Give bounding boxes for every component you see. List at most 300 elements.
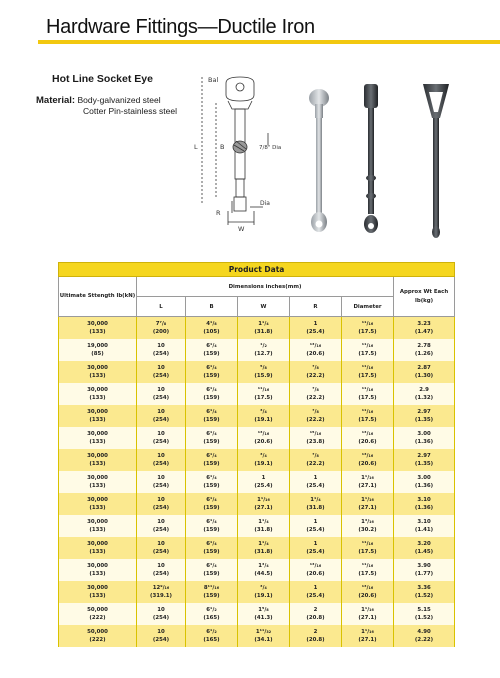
table-cell: [59, 471, 137, 493]
table-row: [59, 581, 455, 603]
socket-eye-drawing: [188, 75, 288, 235]
table-cell: [137, 625, 186, 647]
cell-metric-value: (20.6): [306, 571, 325, 577]
cell-value: 30,000: [87, 563, 108, 569]
cell-metric-value: (20.8): [306, 637, 325, 643]
cell-metric-value: (23.8): [306, 439, 325, 445]
table-cell: [342, 493, 394, 515]
table-cell: [186, 317, 238, 340]
table-cell: [238, 361, 290, 383]
table-cell: [238, 559, 290, 581]
cell-metric-value: (133): [89, 571, 106, 577]
table-cell: [238, 603, 290, 625]
table-cell: [238, 405, 290, 427]
table-cell: [238, 449, 290, 471]
table-cell: [186, 559, 238, 581]
cell-value: 1¹/₁₆: [257, 497, 270, 503]
table-cell: [290, 427, 342, 449]
col-header-r: R: [290, 297, 342, 317]
cell-value: 1: [313, 585, 318, 591]
cell-metric-value: (133): [89, 505, 106, 511]
cell-metric-value: (1.30): [414, 373, 434, 379]
table-cell: [59, 581, 137, 603]
table-row: [59, 383, 455, 405]
table-cell: [137, 317, 186, 340]
cell-metric-value: (25.4): [306, 549, 325, 555]
table-body: [59, 317, 455, 648]
cell-metric-value: (22.2): [306, 373, 325, 379]
table-cell: [137, 581, 186, 603]
cell-value: ⁷/₈: [312, 453, 319, 459]
table-cell: [137, 559, 186, 581]
cell-metric-value: (22.2): [306, 461, 325, 467]
cell-metric-value: (17.5): [358, 417, 377, 423]
table-cell: [290, 603, 342, 625]
cell-metric-value: (30.2): [358, 527, 377, 533]
table-cell: [238, 625, 290, 647]
table-cell: [238, 471, 290, 493]
table-cell: [394, 427, 455, 449]
cell-metric-value: (254): [152, 461, 170, 467]
cell-metric-value: (20.6): [254, 439, 273, 445]
label-w: W: [238, 225, 245, 233]
cell-metric-value: (1.26): [414, 351, 434, 357]
cell-value: 10: [157, 431, 165, 437]
cell-value: 3.10: [417, 497, 431, 503]
cell-metric-value: (22.2): [306, 417, 325, 423]
cell-metric-value: (159): [203, 461, 220, 467]
cell-value: ¹³/₁₆: [309, 563, 322, 569]
cell-metric-value: (17.5): [254, 395, 273, 401]
table-cell: [290, 581, 342, 603]
cell-metric-value: (25.4): [306, 483, 325, 489]
cell-value: ⁷/₈: [312, 409, 319, 415]
cell-value: 4¹/₈: [206, 321, 217, 327]
cell-value: 1¹/₄: [258, 541, 269, 547]
photo-galvanized-socket-eye: [309, 89, 329, 232]
cell-metric-value: (133): [89, 483, 106, 489]
cell-metric-value: (165): [203, 637, 220, 643]
cell-value: 10: [157, 497, 165, 503]
cell-value: 2.78: [417, 343, 431, 349]
cell-value: 50,000: [87, 607, 108, 613]
table-cell: [342, 559, 394, 581]
table-cell: [137, 471, 186, 493]
cell-metric-value: (159): [203, 593, 220, 599]
cell-metric-value: (200): [152, 329, 170, 335]
table-cell: [186, 603, 238, 625]
table-cell: [342, 471, 394, 493]
cell-metric-value: (19.1): [254, 593, 273, 599]
table-cell: [342, 449, 394, 471]
cell-value: 6¹/₄: [206, 563, 217, 569]
cell-value: 2: [313, 629, 318, 635]
table-cell: [137, 603, 186, 625]
col-header-l: L: [137, 297, 186, 317]
cell-metric-value: (27.1): [358, 615, 377, 621]
cell-metric-value: (31.8): [254, 527, 273, 533]
cell-metric-value: (159): [203, 439, 220, 445]
cell-value: 1³/₄: [258, 563, 269, 569]
cell-value: 12⁹/₁₆: [152, 585, 170, 591]
cell-value: 1¹/₁₆: [361, 607, 374, 613]
cell-metric-value: (31.8): [306, 505, 325, 511]
table-cell: [290, 537, 342, 559]
table-cell: [290, 625, 342, 647]
table-cell: [290, 405, 342, 427]
cell-value: 1¹/₁₆: [361, 629, 374, 635]
table-cell: [290, 317, 342, 340]
cell-value: 1¹/₄: [310, 497, 321, 503]
table-cell: [394, 559, 455, 581]
table-row: [59, 339, 455, 361]
table-cell: [238, 581, 290, 603]
cell-value: ¹¹/₁₆: [361, 321, 374, 327]
table-cell: [59, 559, 137, 581]
cell-metric-value: (254): [152, 571, 170, 577]
cell-metric-value: (1.45): [414, 549, 434, 555]
table-cell: [290, 471, 342, 493]
table-cell: [238, 339, 290, 361]
cell-value: 10: [157, 607, 165, 613]
cell-metric-value: (159): [203, 417, 220, 423]
cell-value: 6¹/₂: [206, 607, 217, 613]
cell-value: 10: [157, 519, 165, 525]
cell-metric-value: (159): [203, 549, 220, 555]
table-cell: [342, 339, 394, 361]
cell-metric-value: (20.6): [358, 593, 377, 599]
cell-metric-value: (133): [89, 549, 106, 555]
table-row: [59, 471, 455, 493]
cell-metric-value: (20.6): [306, 351, 325, 357]
table-cell: [394, 603, 455, 625]
cell-value: 6¹/₄: [206, 519, 217, 525]
cell-metric-value: (133): [89, 417, 106, 423]
table-cell: [290, 383, 342, 405]
cell-value: 6¹/₄: [206, 409, 217, 415]
table-row: [59, 515, 455, 537]
cell-metric-value: (1.32): [414, 395, 434, 401]
table-cell: [186, 361, 238, 383]
cell-metric-value: (254): [152, 505, 170, 511]
product-photos: [295, 78, 460, 248]
cell-value: 4.90: [417, 629, 431, 635]
cell-value: 10: [157, 629, 165, 635]
table-cell: [342, 515, 394, 537]
table-cell: [186, 537, 238, 559]
cell-metric-value: (17.5): [358, 549, 377, 555]
cell-metric-value: (17.5): [358, 571, 377, 577]
cell-metric-value: (85): [91, 351, 104, 357]
cell-metric-value: (222): [89, 637, 106, 643]
cell-metric-value: (25.4): [306, 527, 325, 533]
cell-metric-value: (31.8): [254, 549, 273, 555]
cell-metric-value: (159): [203, 483, 220, 489]
cell-value: 3.00: [417, 475, 431, 481]
table-cell: [186, 449, 238, 471]
cell-metric-value: (17.5): [358, 329, 377, 335]
cell-value: ³/₄: [260, 409, 267, 415]
cell-value: 6¹/₄: [206, 497, 217, 503]
table-cell: [342, 317, 394, 340]
table-cell: [238, 537, 290, 559]
table-cell: [342, 361, 394, 383]
cell-metric-value: (41.3): [254, 615, 273, 621]
cell-metric-value: (20.6): [358, 461, 377, 467]
cell-value: 30,000: [87, 365, 108, 371]
cell-metric-value: (27.1): [358, 505, 377, 511]
table-cell: [290, 361, 342, 383]
table-cell: [186, 515, 238, 537]
table-cell: [186, 471, 238, 493]
table-cell: [342, 603, 394, 625]
cell-metric-value: (133): [89, 527, 106, 533]
table-row: [59, 625, 455, 647]
cell-metric-value: (19.1): [254, 417, 273, 423]
table-cell: [342, 537, 394, 559]
cell-value: 10: [157, 541, 165, 547]
table-cell: [342, 405, 394, 427]
table-cell: [238, 427, 290, 449]
cell-value: ¹¹/₁₆: [361, 343, 374, 349]
table-cell: [394, 361, 455, 383]
table-cell: [137, 515, 186, 537]
table-cell: [394, 493, 455, 515]
cell-value: 2: [313, 607, 318, 613]
table-cell: [186, 405, 238, 427]
table-cell: [238, 515, 290, 537]
cell-value: 1: [313, 519, 318, 525]
cell-value: ¹³/₁₆: [257, 431, 270, 437]
table-cell: [59, 537, 137, 559]
cell-value: 30,000: [87, 585, 108, 591]
table-cell: [186, 625, 238, 647]
cell-metric-value: (1.41): [414, 527, 434, 533]
cell-metric-value: (133): [89, 461, 106, 467]
cell-value: ¹¹/₁₆: [361, 409, 374, 415]
photo-clevis-socket-eye: [364, 84, 378, 233]
cell-value: 10: [157, 343, 165, 349]
cell-value: 3.36: [417, 585, 431, 591]
cell-metric-value: (159): [203, 505, 220, 511]
table-cell: [59, 383, 137, 405]
cell-value: 10: [157, 475, 165, 481]
cell-metric-value: (159): [203, 395, 220, 401]
cell-value: 30,000: [87, 431, 108, 437]
table-cell: [137, 339, 186, 361]
material-line-1: Body-galvanized steel: [77, 95, 161, 105]
cell-value: ¹⁵/₁₆: [309, 431, 322, 437]
table-cell: [290, 515, 342, 537]
cell-value: 1¹¹/₃₂: [255, 629, 272, 635]
table-cell: [186, 427, 238, 449]
col-header-diameter: Diameter: [342, 297, 394, 317]
cell-metric-value: (133): [89, 439, 106, 445]
table-cell: [59, 317, 137, 340]
table-cell: [59, 427, 137, 449]
cell-metric-value: (254): [152, 549, 170, 555]
cell-metric-value: (222): [89, 615, 106, 621]
cell-metric-value: (25.4): [306, 329, 325, 335]
cell-metric-value: (27.1): [254, 505, 273, 511]
photo-tongue-socket-eye: [423, 84, 449, 238]
cell-metric-value: (159): [203, 373, 220, 379]
table-cell: [59, 515, 137, 537]
cell-value: 3.23: [417, 321, 431, 327]
cell-metric-value: (17.5): [358, 351, 377, 357]
cell-metric-value: (254): [152, 637, 170, 643]
label-bal: Bal: [208, 76, 219, 84]
material-label: Material:: [36, 95, 76, 106]
cell-value: 30,000: [87, 387, 108, 393]
table-cell: [394, 515, 455, 537]
cell-value: 3.00: [417, 431, 431, 437]
cell-metric-value: (2.22): [414, 637, 434, 643]
cell-value: 6¹/₄: [206, 475, 217, 481]
table-row: [59, 427, 455, 449]
cell-value: ³/₄: [260, 585, 267, 591]
cell-metric-value: (254): [152, 351, 170, 357]
table-cell: [238, 383, 290, 405]
table-cell: [59, 405, 137, 427]
table-cell: [59, 493, 137, 515]
cell-metric-value: (15.9): [254, 373, 273, 379]
cell-metric-value: (254): [152, 439, 170, 445]
table-cell: [394, 581, 455, 603]
page-title: Hardware Fittings—Ductile Iron: [46, 16, 315, 38]
cell-metric-value: (254): [152, 417, 170, 423]
table-cell: [137, 361, 186, 383]
table-cell: [342, 427, 394, 449]
cell-metric-value: (17.5): [358, 395, 377, 401]
cell-metric-value: (254): [152, 527, 170, 533]
table-cell: [186, 493, 238, 515]
cell-value: 6¹/₄: [206, 365, 217, 371]
table-cell: [59, 339, 137, 361]
cell-metric-value: (105): [203, 329, 220, 335]
cell-metric-value: (1.52): [414, 593, 434, 599]
table-cell: [186, 581, 238, 603]
cell-value: 5.15: [417, 607, 431, 613]
table-cell: [59, 625, 137, 647]
table-caption: Product Data: [59, 263, 455, 277]
cell-value: 2.87: [417, 365, 431, 371]
table-cell: [394, 383, 455, 405]
cell-metric-value: (19.1): [254, 461, 273, 467]
col-header-strength: Ultimate Sttength lb(kN): [59, 277, 137, 317]
table-row: [59, 405, 455, 427]
cell-value: 30,000: [87, 453, 108, 459]
cell-metric-value: (12.7): [254, 351, 273, 357]
cell-value: ⁵/₈: [260, 365, 267, 371]
cell-value: 1⁵/₈: [258, 607, 269, 613]
table-cell: [137, 449, 186, 471]
cell-metric-value: (159): [203, 527, 220, 533]
cell-metric-value: (319.1): [150, 593, 172, 599]
cell-value: ⁷/₈: [312, 387, 319, 393]
table-row: [59, 317, 455, 340]
cell-value: ¹/₂: [260, 343, 267, 349]
cell-value: ¹¹/₁₆: [257, 387, 270, 393]
cell-value: 8¹¹/₁₆: [203, 585, 220, 591]
cell-value: ¹¹/₁₆: [361, 387, 374, 393]
table-row: [59, 559, 455, 581]
cell-value: 10: [157, 409, 165, 415]
cell-metric-value: (133): [89, 373, 106, 379]
cell-metric-value: (1.36): [414, 483, 434, 489]
cell-value: 6¹/₄: [206, 541, 217, 547]
cell-value: ¹³/₁₆: [361, 585, 374, 591]
table-cell: [394, 317, 455, 340]
cell-value: 1: [261, 475, 266, 481]
table-row: [59, 449, 455, 471]
cell-value: 6¹/₄: [206, 343, 217, 349]
table-cell: [59, 449, 137, 471]
cell-metric-value: (27.1): [358, 483, 377, 489]
label-l: L: [194, 143, 198, 151]
cell-metric-value: (133): [89, 593, 106, 599]
cell-value: 30,000: [87, 541, 108, 547]
cell-metric-value: (20.8): [306, 615, 325, 621]
table-cell: [137, 405, 186, 427]
cell-value: 19,000: [87, 343, 108, 349]
col-header-b: B: [186, 297, 238, 317]
cell-metric-value: (17.5): [358, 373, 377, 379]
cell-value: 30,000: [87, 475, 108, 481]
cell-value: 1: [313, 541, 318, 547]
table-cell: [394, 405, 455, 427]
cell-value: 6¹/₂: [206, 629, 217, 635]
product-data-table: [58, 262, 454, 647]
cell-metric-value: (1.47): [414, 329, 434, 335]
cell-value: 1³/₁₆: [361, 519, 374, 525]
table-row: [59, 493, 455, 515]
table-cell: [290, 339, 342, 361]
table-cell: [394, 339, 455, 361]
cell-value: 30,000: [87, 321, 108, 327]
label-b: B: [220, 143, 225, 151]
cell-value: 30,000: [87, 409, 108, 415]
cell-value: 1¹/₁₆: [361, 475, 374, 481]
cell-value: 10: [157, 453, 165, 459]
table-cell: [59, 603, 137, 625]
cell-metric-value: (254): [152, 615, 170, 621]
cell-value: 3.90: [417, 563, 431, 569]
cell-value: 10: [157, 365, 165, 371]
cell-value: 30,000: [87, 497, 108, 503]
cell-value: ¹¹/₁₆: [361, 365, 374, 371]
cell-metric-value: (1.35): [414, 461, 434, 467]
cell-value: 6¹/₄: [206, 453, 217, 459]
table-cell: [394, 537, 455, 559]
cell-value: ⁷/₈: [312, 365, 319, 371]
cell-value: 6¹/₄: [206, 431, 217, 437]
cell-value: 6¹/₄: [206, 387, 217, 393]
cell-value: 1: [313, 321, 318, 327]
cell-metric-value: (25.4): [306, 593, 325, 599]
cell-metric-value: (133): [89, 329, 106, 335]
cell-metric-value: (133): [89, 395, 106, 401]
table-cell: [394, 625, 455, 647]
cell-metric-value: (1.36): [414, 439, 434, 445]
material-block: [36, 95, 177, 117]
cell-value: 10: [157, 387, 165, 393]
cell-value: 3.20: [417, 541, 431, 547]
cell-value: 1¹/₄: [258, 321, 269, 327]
cell-value: ³/₄: [260, 453, 267, 459]
cell-value: ¹¹/₁₆: [361, 563, 374, 569]
label-dia: Dia: [260, 200, 270, 207]
